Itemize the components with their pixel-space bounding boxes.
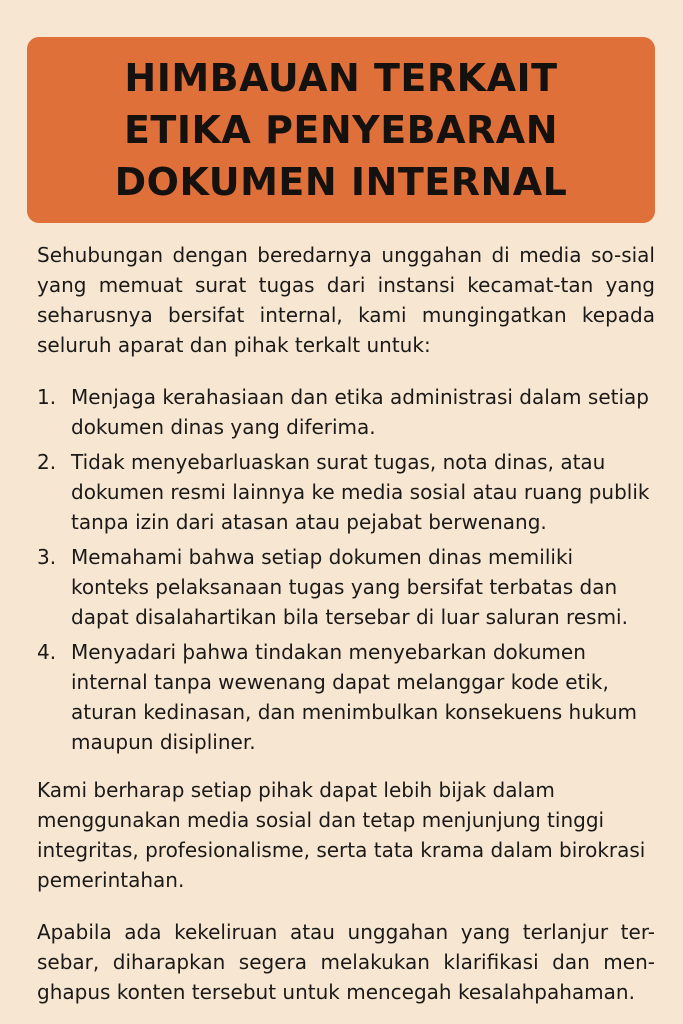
list-item [37, 637, 655, 757]
list-item-number: 2. [37, 450, 57, 474]
document-body [37, 240, 655, 1007]
list-item-text: Tidak menyebarluaskan surat tugas, nota dinas, atau dokumen resmi lainnya ke media sosial atau ruang publik tanpa izin dari atasan atau pejabat berwenang. [71, 450, 650, 534]
intro-paragraph: Sehubungan dengan beredarnya unggahan di media so-sial yang memuat surat tugas dari instansi kecamat-tan yang seharusnya bersifat internal, kami mungingatkan kepada seluruh aparat dan pihak terkalt untuk: [37, 243, 655, 357]
list-item [37, 447, 655, 537]
list-item-number: 1. [37, 385, 57, 409]
closing-paragraph: Kami berharap setiap pihak dapat lebih bijak dalam menggunakan media sosial dan tetap menjunjung tinggi integritas, profesionalisme, serta tata krama dalam birokrasi pemerintahan. [37, 778, 646, 892]
list-item-text: Memahami bahwa setiap dokumen dinas memiliki konteks pelaksanaan tugas yang bersifat terbatas dan dapat disalahartikan bila tersebar di luar saluran resmi. [71, 545, 628, 629]
final-paragraph: Apabila ada kekeliruan atau unggahan yang terlanjur ter-sebar, diharapkan segera melakukan klarifikasi dan men-ghapus konten tersebut untuk mencegah kesalahpahaman. [37, 920, 655, 1004]
list-item-text: Menyadari þahwa tindakan menyebarkan dokumen internal tanpa wewenang dapat melanggar kode etik, aturan kedinasan, dan menimbulkan konsekuens hukum maupun disipliner. [71, 640, 638, 754]
title-line-2: ETIKA PENYEBARAN [123, 108, 559, 152]
title-line-1: HIMBAUAN TERKAIT [124, 56, 558, 100]
numbered-list [37, 382, 655, 757]
list-item-text: Menjaga kerahasiaan dan etika administrasi dalam setiap dokumen dinas yang diferima. [71, 385, 649, 439]
list-item-number: 4. [37, 640, 57, 664]
list-item-number: 3. [37, 545, 57, 569]
list-item [37, 542, 655, 632]
list-item [37, 382, 655, 442]
title-line-3: DOKUMEN INTERNAL [114, 160, 568, 204]
title-banner [27, 37, 655, 223]
